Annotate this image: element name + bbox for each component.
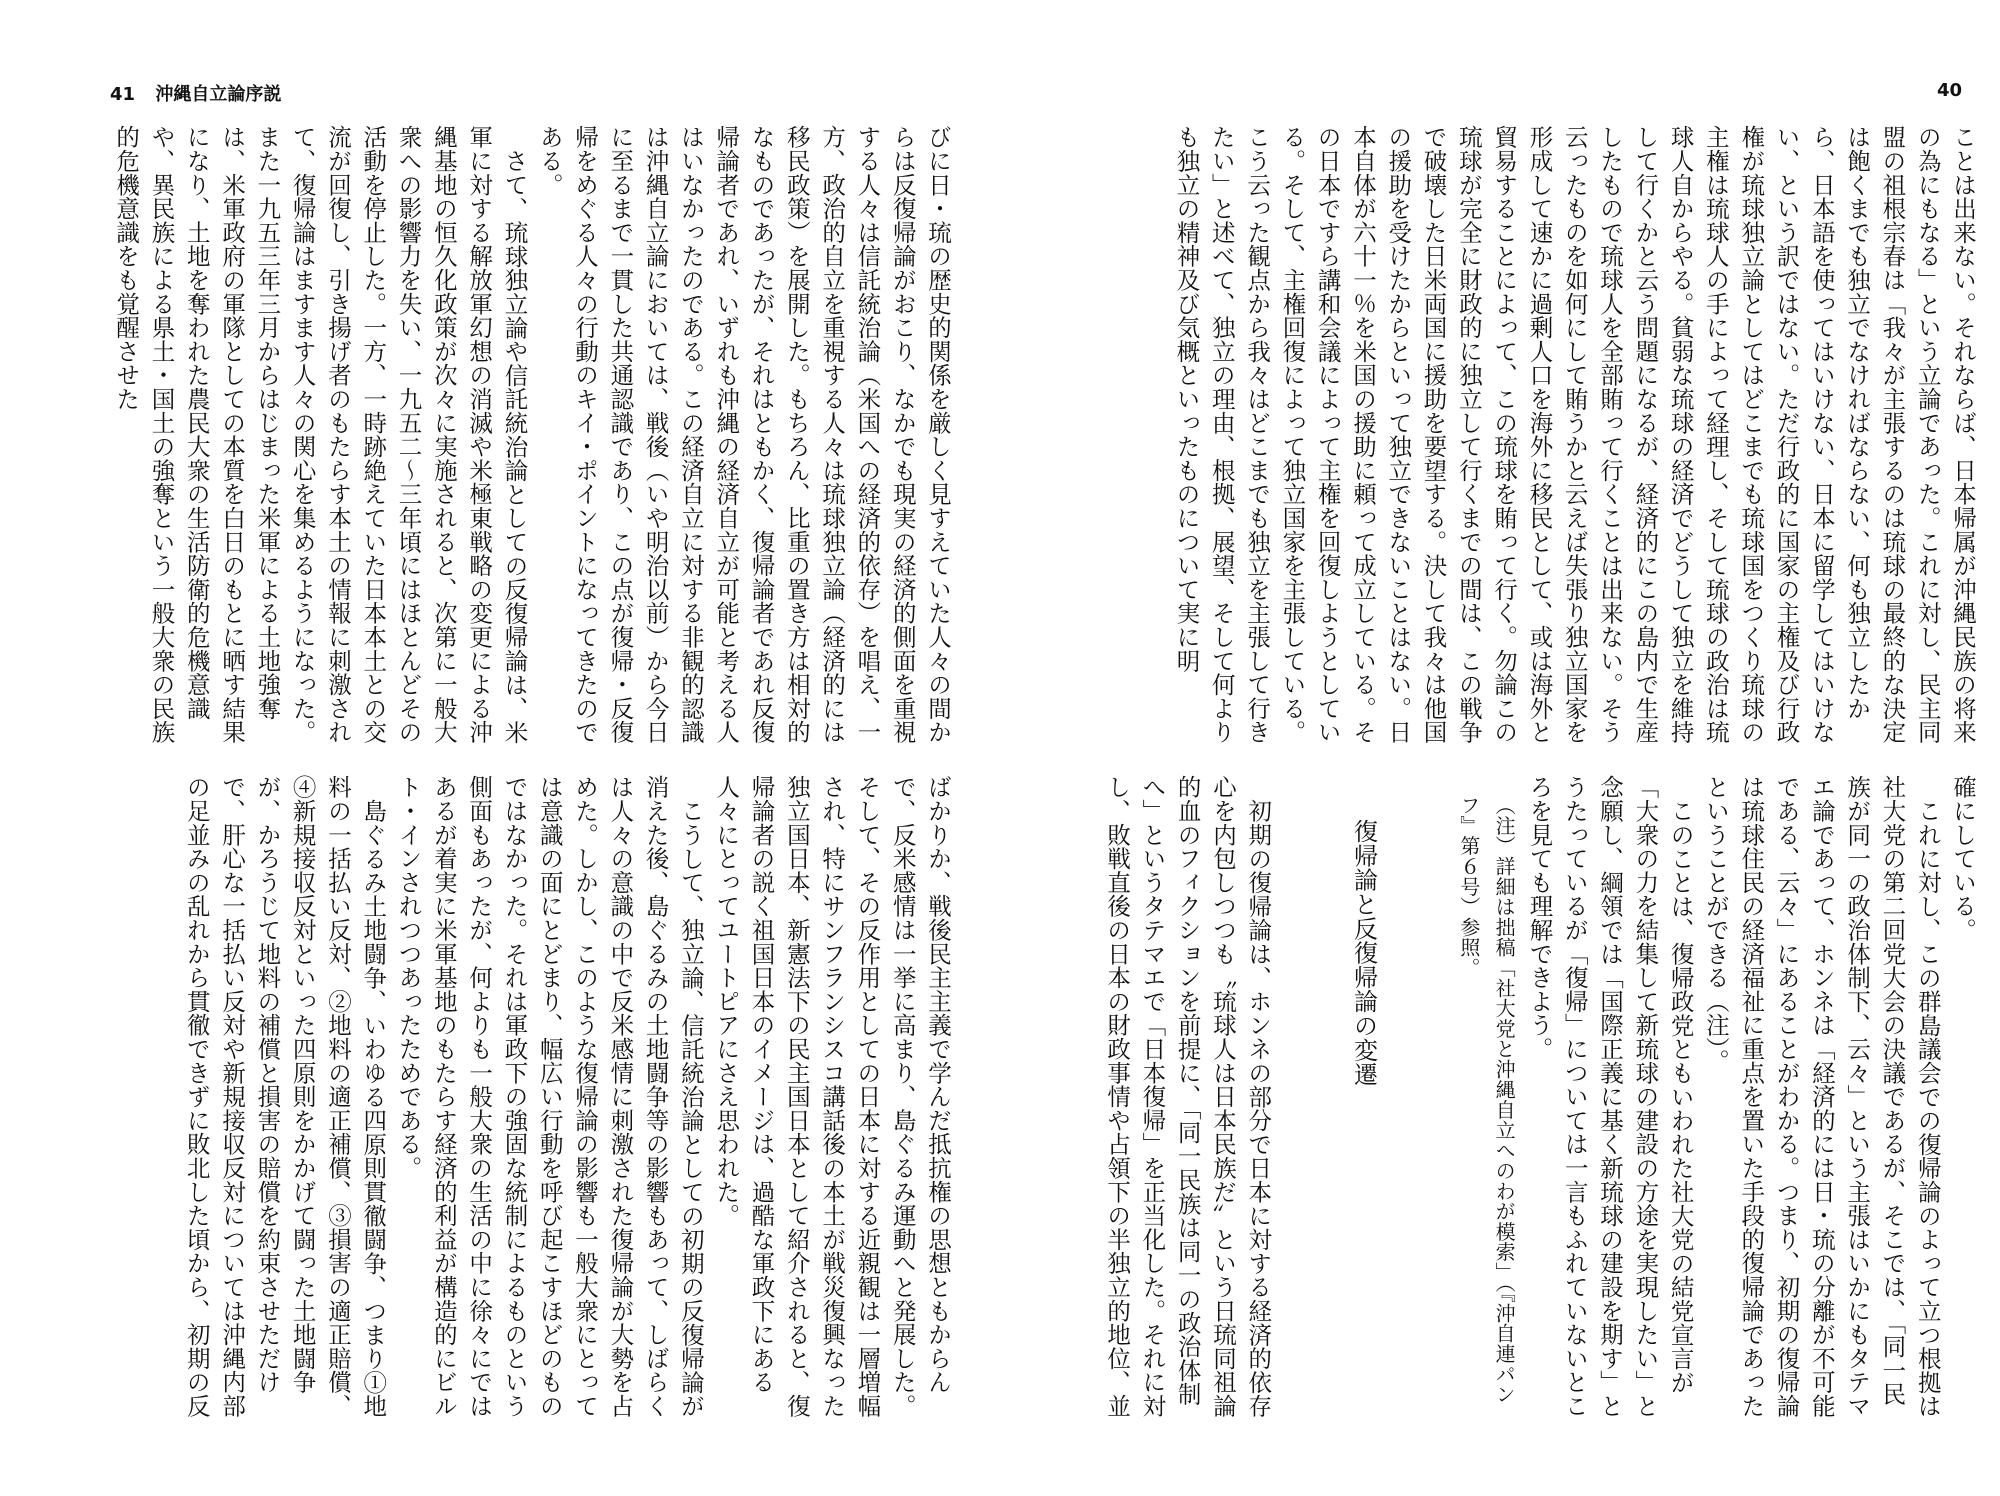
left-top-paragraph-2: さて、琉球独立論や信託統治論としての反復帰論は、米軍に対する解放軍幻想の消滅や米極東戦略の変更による沖縄基地の恒久化政策が次々に実施されると、次第に一般大衆への影響力を失い、一九五二〜三年頃にはほとんどその活動を停止した。一方、一時跡絶えていた日本本土との交流が回復し、引き揚げ者のもたらす本土の情報に刺激されて、復帰論はますます人々の関心を集めるようになった。また一九五三年三月からはじまった米軍による土地強奪は、米軍政府の軍隊としての本質を白日のもとに晒す結果になり、土地を奪われた農民大衆の生活防衛的危機意識や、異民族による県土・国土の強奪という一般大衆の民族的危機意識をも覚醒させた [112,125,529,744]
section-heading: 復帰論と反復帰論の変遷 [1349,819,1378,1087]
footnote: （注）詳細は拙稿「社大党と沖縄自立へのわが模索」（『沖自連パンフ』第６号）参照。 [1456,795,1517,1405]
left-page-header [110,80,281,106]
section-spacer [1381,775,1451,1425]
left-bottom-paragraph-1: ばかりか、戦後民主主義で学んだ抵抗権の思想ともからんで、反米感情は一挙に高まり、島ぐるみ運動へと発展した。そして、その反作用としての日本に対する近親観は一層増幅され、特にサンフランシスコ講話後の本土が戦災復興なった独立国日本、新憲法下の民主国日本として紹介されると、復帰論者の説く祖国日本のイメージは、過酷な軍政下にある人々にとってユートピアにさえ思われた。 [712,775,952,1418]
left-bottom-column [130,775,955,1425]
left-top-paragraph-1: びに日・琉の歴史的関係を厳しく見すえていた人々の間からは反復帰論がおこり、なかでも現実の経済的側面を重視する人々は信託統治論（米国への経済的依存）を唱え、一方、政治的自立を重視する人々は琉球独立論（経済的には移民政策）を展開した。もちろん、比重の置き方は相対的なものであったが、それはともかく、復帰論者であれ反復帰論者であれ、いずれも沖縄の経済自立が可能と考える人はいなかったのである。この経済自立に対する非観的認識は沖縄自立論においては、戦後（いや明治以前）から今日に至るまで一貫した共通認識であり、この点が復帰・反復帰をめぐる人々の行動のキイ・ポイントになってきたのである。 [535,125,952,744]
right-bottom-paragraph-2: これに対し、この群島議会での復帰論のよって立つ根拠は社大党の第二回党大会の決議であるが、そこでは、「同一民族が同一の政治体制下、云々」という主張はいかにもタテマエ論であって、ホンネは「経済的には日・琉の分離が不可能である、云々」にあることがわかる。つまり、初期の復帰論は琉球住民の経済福祉に重点を置いた手段的復帰論であったということができる（注）。 [1701,775,1942,1418]
right-bottom-paragraph-1: 確にしている。 [1949,775,1977,942]
left-bottom-paragraph-3: 島ぐるみ土地闘争、いわゆる四原則貫徹闘争、つまり①地料の一括払い反対、②地料の適正補償、③損害の適正賠償、④新規接収反対といった四原則をかかげて闘った土地闘争が、かろうじて地料の補償と損害の賠償を約束させただけで、肝心な一括払い反対や新規接収反対については沖縄内部の足並みの乱れから貫徹できずに敗北した頃から、初期の反 [182,775,388,1418]
section-spacer-after [1275,775,1345,1425]
right-top-column [1090,125,1980,745]
left-bottom-paragraph-2: こうして、独立論、信託統治論としての初期の反復帰論が消えた後、島ぐるみの土地闘争等の影響もあって、しばらくは人々の意識の中で反米感情に刺激された復帰論が大勢を占めた。しかし、このような復帰論の影響も一般大衆にとっては意識の面にとどまり、幅広い行動を呼び起こすほどのものではなかった。それは軍政下の強固な統制によるものという側面もあったが、何よりも一般大衆の生活の中に徐々にではあるが着実に米軍基地のもたらす経済的利益が構造的にビルト・インされつつあったためである。 [394,775,705,1418]
right-bottom-paragraph-3: このことは、復帰政党ともいわれた社大党の結党宣言が「大衆の力を結集して新琉球の建設の方途を実現したい」と念願し、綱領では「国際正義に基く新琉球の建設を期す」とうたっているが「復帰」については一言もふれていないところを見ても理解できよう。 [1525,775,1695,1418]
right-bottom-paragraph-4: 初期の復帰論は、ホンネの部分で日本に対する経済的依存心を内包しつつも〝琉球人は日本民族だ〟という日琉同祖論的血のフィクションを前提に、「同一民族は同一の政治体制へ」というタテマエで「日本復帰」を正当化した。それに対し、敗戦直後の日本の財政事情や占領下の半独立的地位、並 [1103,775,1273,1418]
running-title: 沖縄自立論序説 [155,84,282,105]
left-top-column [112,125,955,745]
right-bottom-column [1090,775,1980,1425]
right-page-number: 40 [1936,80,1962,101]
right-top-paragraph-1: ことは出来ない。それならば、日本帰属が沖縄民族の将来の為にもなる」という立論であった。これに対し、民主同盟の祖根宗春は「我々が主張するのは琉球の最終的な決定は飽くまでも独立でなければならない、何も独立したから、日本語を使ってはいけない、日本に留学してはいけない、という訳ではない。ただ行政的に国家の主権及び行政権が琉球独立論としてはどこまでも琉球国をつくり琉球の主権は琉球人の手によって経理し、そして琉球の政治は琉球人自からやる。貧弱な琉球の経済でどうして独立を維持して行くかと云う問題になるが、経済的にこの島内で生産したもので琉球人を全部賄って行くことは出来ない。そう云ったものを如何にして賄うかと云えば失張り独立国家を形成して速かに過剰人口を海外に移民として、或は海外と貿易することによって、この琉球を賄って行く。勿論この琉球が完全に財政的に独立して行くまでの間は、この戦争で破壊した日米両国に援助を要望する。決して我々は他国の援助を受けたからといって独立できないことはない。日本自体が六十一％を米国の援助に頼って成立している。その日本ですら講和会議によって主権を回復しようとしている。そして、主権回復によって独立国家を主張している。こう云った観点から我々はどこまでも独立を主張して行きたい」と述べて、独立の理由、根拠、展望、そして何よりも独立の精神及び気概といったものについて実に明 [1172,125,1977,744]
left-page-number: 41 [110,84,136,105]
